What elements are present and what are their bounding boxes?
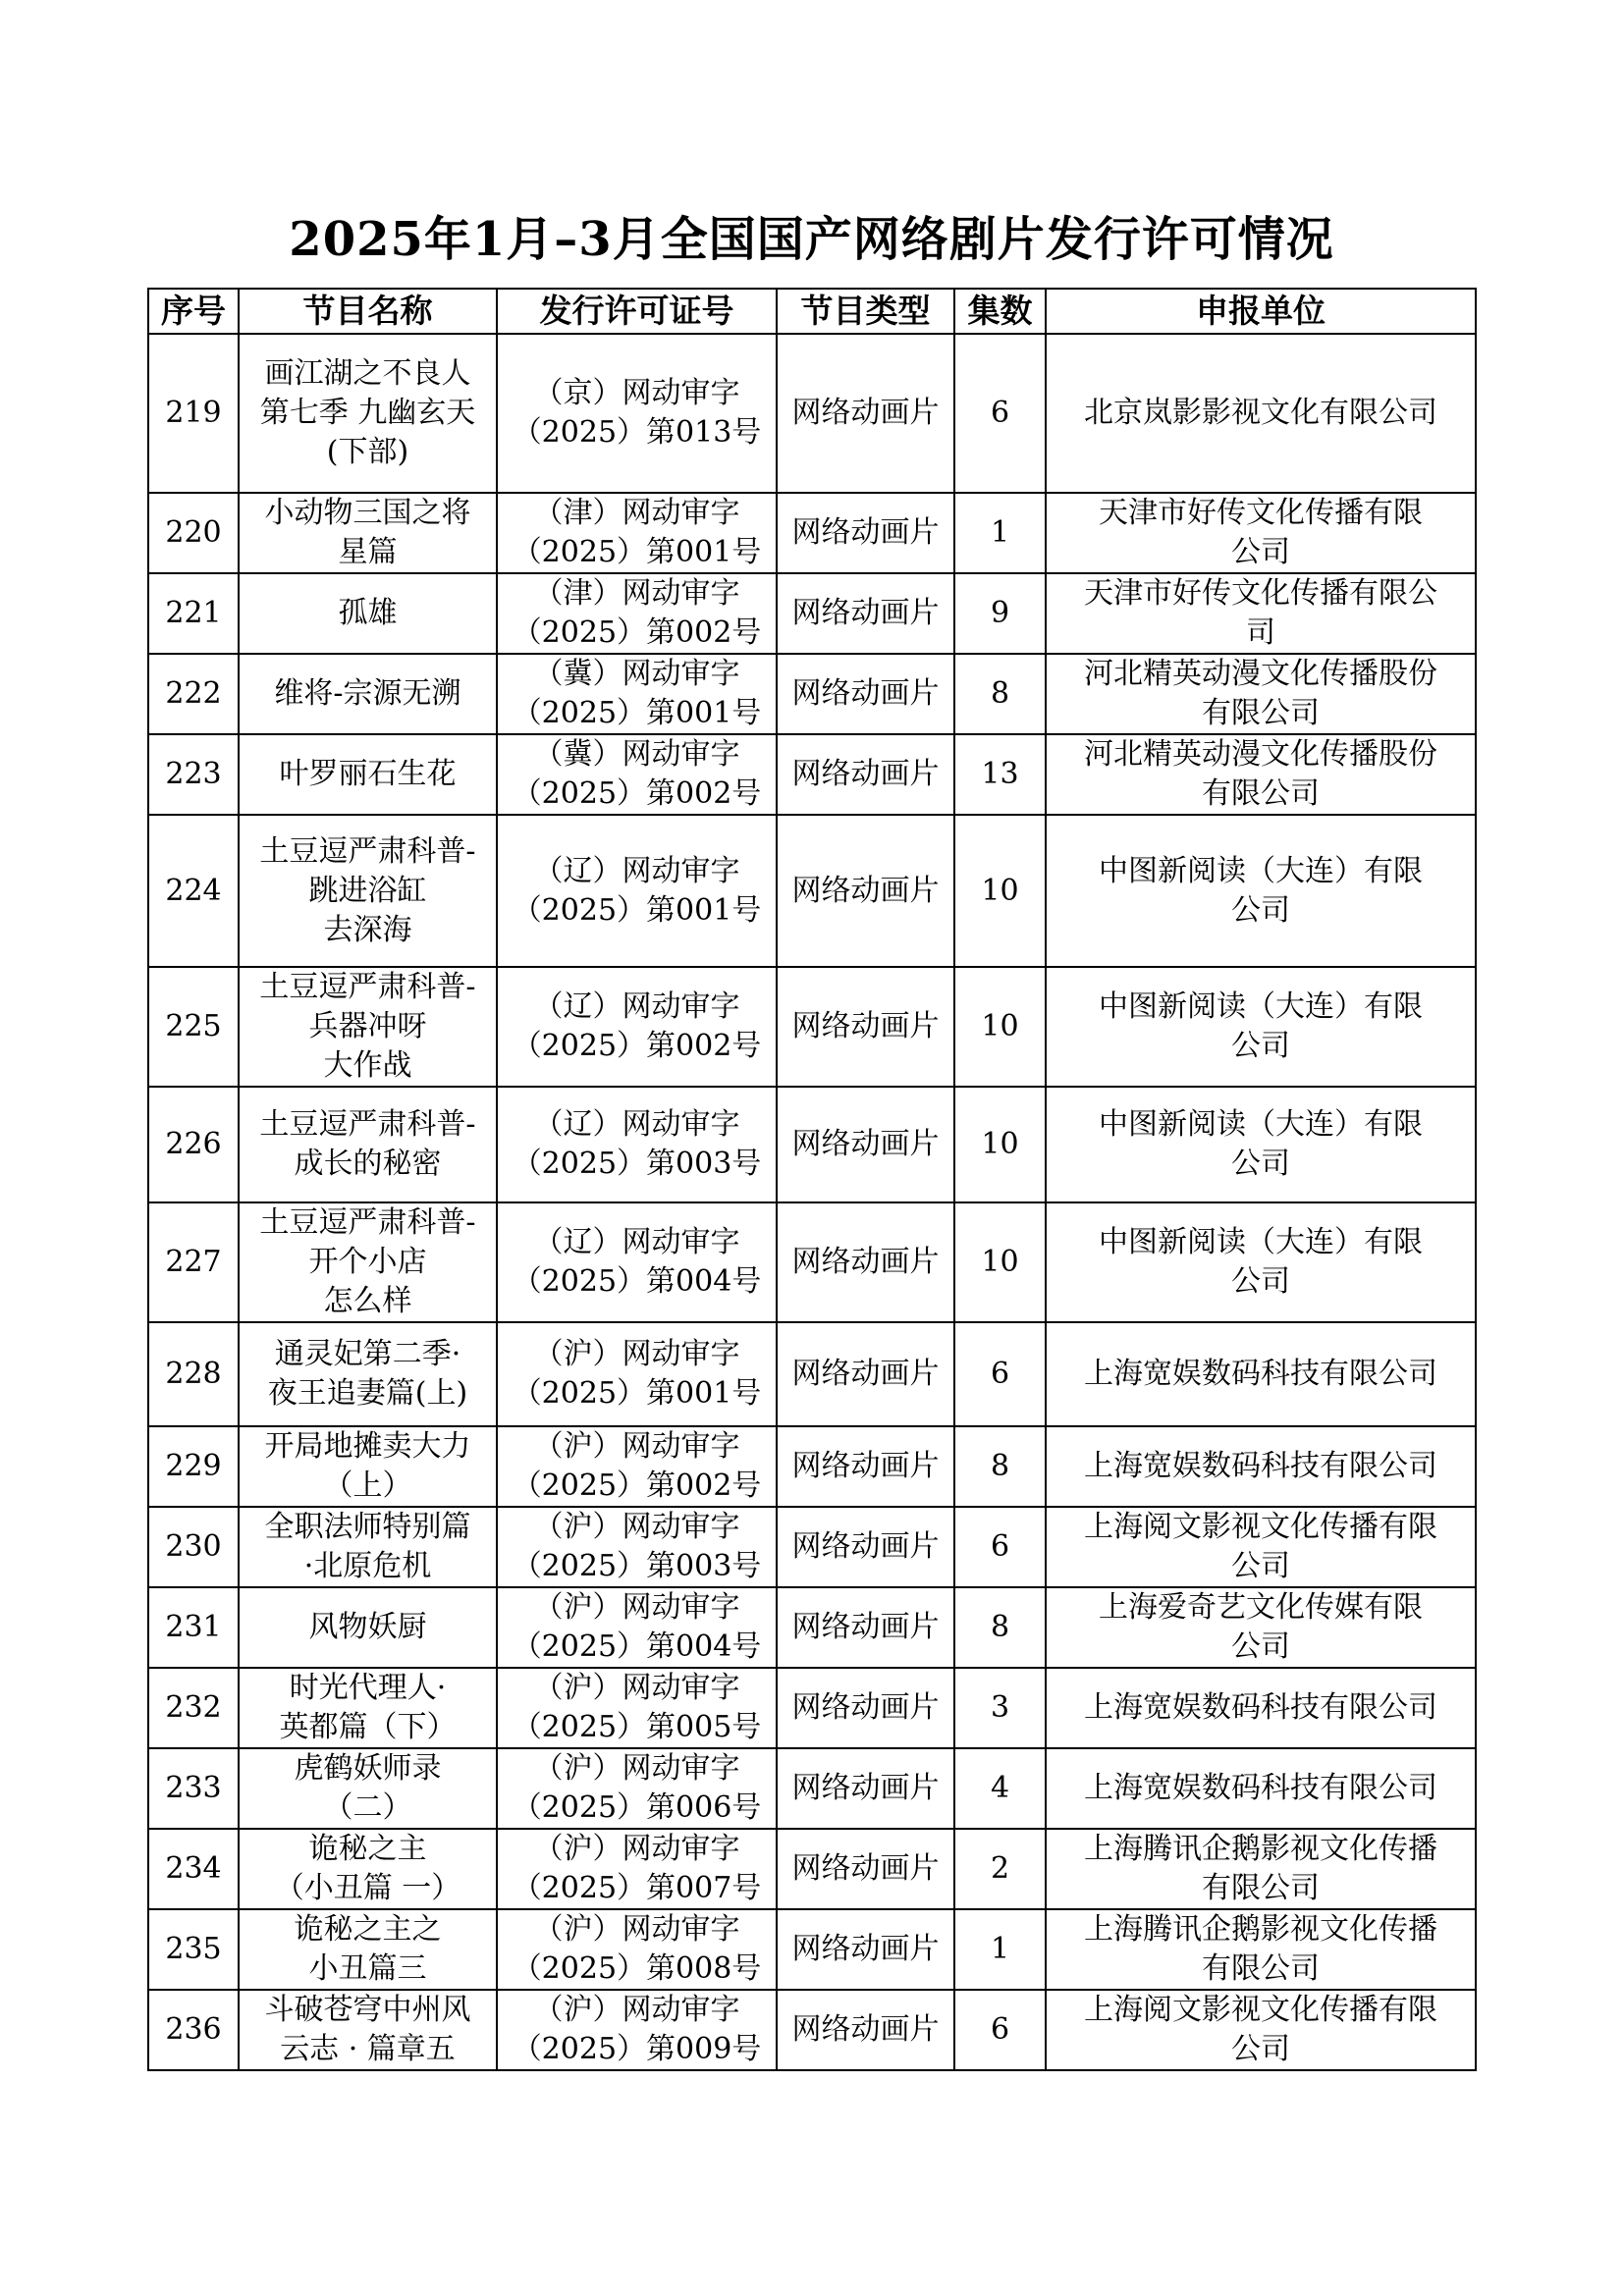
applicant-unit-line: 司 [1246,615,1275,650]
program-name-line: 诡秘之主 [308,1832,427,1866]
serial-number-cell: 227 [148,1202,239,1322]
applicant-unit-cell [1046,493,1476,573]
license-number-line: （2025）第004号 [512,1264,762,1299]
program-name-cell [239,1909,497,1990]
license-number-line: （沪）网动审字 [533,1993,740,2027]
applicant-unit-line: 公司 [1231,1629,1290,1664]
header-program-name: 节目名称 [239,289,497,334]
applicant-unit-cell [1046,1668,1476,1748]
program-name-line: 第七季 九幽玄天 [259,396,476,430]
license-number-cell [497,1990,777,2070]
program-name-cell [239,967,497,1087]
table-row [148,1990,1476,2070]
episodes-cell: 10 [954,1087,1046,1202]
license-number-cell [497,1748,777,1829]
license-number-line: （沪）网动审字 [533,1429,740,1464]
program-name-line: 星篇 [338,535,398,569]
applicant-unit-line: 北京岚影影视文化有限公司 [1084,396,1437,430]
episodes-cell: 13 [954,734,1046,815]
applicant-unit-cell [1046,1322,1476,1426]
applicant-unit-line: 公司 [1231,2032,1290,2066]
program-name-cell [239,493,497,573]
license-number-cell [497,1426,777,1507]
episodes-cell: 6 [954,1322,1046,1426]
episodes-cell: 9 [954,573,1046,654]
episodes-cell: 8 [954,1587,1046,1668]
serial-number-cell: 236 [148,1990,239,2070]
program-name-line: 土豆逗严肃科普- [259,833,476,869]
program-name-cell [239,1087,497,1202]
applicant-unit-line: 上海腾讯企鹅影视文化传播 [1084,1912,1437,1947]
license-number-cell [497,1909,777,1990]
applicant-unit-line: 上海腾讯企鹅影视文化传播 [1084,1832,1437,1866]
license-number-line: （辽）网动审字 [533,853,740,888]
license-number-line: （沪）网动审字 [533,1337,740,1371]
license-number-line: （2025）第001号 [512,696,762,730]
table-header-row [148,289,1476,334]
program-name-cell [239,334,497,493]
program-name-cell [239,1748,497,1829]
applicant-unit-line: 有限公司 [1202,1951,1320,1986]
program-name-line: 小动物三国之将 [264,496,471,530]
applicant-unit-cell [1046,967,1476,1087]
program-name-cell [239,1202,497,1322]
applicant-unit-line: 公司 [1231,1264,1290,1299]
applicant-unit-cell [1046,1990,1476,2070]
program-type-cell: 网络动画片 [777,1748,954,1829]
license-number-line: （冀）网动审字 [533,737,740,772]
table-row [148,334,1476,493]
program-name-line: 叶罗丽石生花 [279,757,457,791]
episodes-cell: 1 [954,1909,1046,1990]
applicant-unit-line: 上海宽娱数码科技有限公司 [1084,1690,1437,1725]
program-name-line: 画江湖之不良人 [264,356,471,391]
permit-table [147,288,1477,2071]
license-number-line: （2025）第002号 [512,1029,762,1063]
license-number-line: （辽）网动审字 [533,1107,740,1142]
program-name-line: 怎么样 [323,1284,412,1318]
license-number-cell [497,573,777,654]
program-name-cell [239,654,497,734]
applicant-unit-line: 河北精英动漫文化传播股份 [1084,737,1437,772]
program-name-line: 诡秘之主之 [294,1912,442,1947]
episodes-cell: 3 [954,1668,1046,1748]
license-number-line: （津）网动审字 [533,496,740,530]
license-number-cell [497,334,777,493]
episodes-cell: 6 [954,334,1046,493]
table-row [148,573,1476,654]
program-type-cell: 网络动画片 [777,493,954,573]
serial-number-cell: 231 [148,1587,239,1668]
serial-number-cell: 234 [148,1829,239,1909]
license-number-cell [497,1202,777,1322]
serial-number-cell: 228 [148,1322,239,1426]
program-name-cell [239,815,497,967]
program-name-line: 时光代理人· [289,1671,447,1705]
episodes-cell: 8 [954,1426,1046,1507]
license-number-line: （2025）第001号 [512,535,762,569]
program-type-cell: 网络动画片 [777,1990,954,2070]
table-row [148,1587,1476,1668]
program-name-line: （二） [323,1790,412,1825]
table-row [148,1829,1476,1909]
license-number-line: （2025）第002号 [512,615,762,650]
program-type-cell: 网络动画片 [777,815,954,967]
program-name-line: 维将-宗源无溯 [274,676,461,711]
table-row [148,1909,1476,1990]
license-number-cell [497,815,777,967]
applicant-unit-line: 上海爱奇艺文化传媒有限 [1099,1590,1423,1625]
license-number-line: （2025）第004号 [512,1629,762,1664]
applicant-unit-line: 公司 [1231,1029,1290,1063]
program-name-line: 开局地摊卖大力 [264,1429,471,1464]
program-name-cell [239,573,497,654]
applicant-unit-line: 中图新阅读（大连）有限 [1099,853,1423,888]
license-number-line: （沪）网动审字 [533,1590,740,1625]
license-number-line: （2025）第002号 [512,776,762,811]
applicant-unit-line: 上海宽娱数码科技有限公司 [1084,1357,1437,1391]
table-row [148,1087,1476,1202]
applicant-unit-line: 中图新阅读（大连）有限 [1099,989,1423,1024]
table-row [148,1668,1476,1748]
applicant-unit-cell [1046,1426,1476,1507]
serial-number-cell: 229 [148,1426,239,1507]
applicant-unit-cell [1046,734,1476,815]
program-name-line: 去深海 [323,912,412,947]
table-row [148,493,1476,573]
applicant-unit-line: 上海宽娱数码科技有限公司 [1084,1771,1437,1805]
license-number-line: （沪）网动审字 [533,1832,740,1866]
episodes-cell: 2 [954,1829,1046,1909]
applicant-unit-line: 河北精英动漫文化传播股份 [1084,657,1437,691]
applicant-unit-cell [1046,1748,1476,1829]
license-number-line: （沪）网动审字 [533,1912,740,1947]
license-number-line: （津）网动审字 [533,576,740,611]
program-type-cell: 网络动画片 [777,1909,954,1990]
applicant-unit-cell [1046,1587,1476,1668]
header-episodes: 集数 [954,289,1046,334]
license-number-cell [497,1322,777,1426]
program-type-cell: 网络动画片 [777,1668,954,1748]
program-name-cell [239,1990,497,2070]
serial-number-cell: 225 [148,967,239,1087]
applicant-unit-line: 中图新阅读（大连）有限 [1099,1225,1423,1259]
applicant-unit-line: 天津市好传文化传播有限 [1099,496,1423,530]
program-name-line: 土豆逗严肃科普- [259,1107,476,1142]
applicant-unit-line: 公司 [1231,1147,1290,1181]
program-name-line: ·北原危机 [303,1549,432,1583]
program-name-line: 夜王追妻篇(上) [267,1376,468,1411]
license-number-line: （2025）第006号 [512,1790,762,1825]
program-name-line: 兵器冲呀 [308,1009,427,1043]
serial-number-cell: 232 [148,1668,239,1748]
program-type-cell: 网络动画片 [777,1507,954,1587]
program-type-cell: 网络动画片 [777,1202,954,1322]
episodes-cell: 1 [954,493,1046,573]
table-row [148,734,1476,815]
license-number-line: （沪）网动审字 [533,1671,740,1705]
license-number-line: （2025）第001号 [512,892,762,928]
license-number-line: （沪）网动审字 [533,1510,740,1544]
episodes-cell: 10 [954,1202,1046,1322]
header-applicant-unit: 申报单位 [1046,289,1476,334]
license-number-line: （2025）第013号 [512,415,762,450]
applicant-unit-line: 公司 [1231,1549,1290,1583]
program-name-cell [239,1426,497,1507]
document-title: 2025年1月–3月全国国产网络剧片发行许可情况 [289,212,1334,267]
serial-number-cell: 221 [148,573,239,654]
program-name-line: 跳进浴缸 [308,873,427,908]
applicant-unit-cell [1046,654,1476,734]
applicant-unit-cell [1046,1202,1476,1322]
program-type-cell: 网络动画片 [777,654,954,734]
license-number-cell [497,1087,777,1202]
program-type-cell: 网络动画片 [777,334,954,493]
license-number-line: （2025）第007号 [512,1871,762,1905]
serial-number-cell: 223 [148,734,239,815]
license-number-line: （京）网动审字 [533,376,740,410]
applicant-unit-cell [1046,815,1476,967]
license-number-cell [497,654,777,734]
program-type-cell: 网络动画片 [777,734,954,815]
license-number-line: （2025）第003号 [512,1549,762,1583]
license-number-cell [497,493,777,573]
serial-number-cell: 233 [148,1748,239,1829]
table-row [148,967,1476,1087]
license-number-line: （2025）第003号 [512,1147,762,1181]
applicant-unit-cell [1046,1507,1476,1587]
program-name-cell [239,1668,497,1748]
header-serial-number: 序号 [148,289,239,334]
license-number-line: （2025）第005号 [512,1710,762,1744]
license-number-line: （辽）网动审字 [533,989,740,1024]
license-number-line: （冀）网动审字 [533,657,740,691]
license-number-line: （沪）网动审字 [533,1751,740,1786]
license-number-line: （2025）第001号 [512,1376,762,1411]
applicant-unit-line: 中图新阅读（大连）有限 [1099,1107,1423,1142]
serial-number-cell: 224 [148,815,239,967]
license-number-line: （辽）网动审字 [533,1225,740,1259]
header-program-type: 节目类型 [777,289,954,334]
program-name-cell [239,1507,497,1587]
applicant-unit-cell [1046,1909,1476,1990]
applicant-unit-line: 有限公司 [1202,776,1320,811]
table-body [148,334,1476,2070]
license-number-cell [497,1587,777,1668]
license-number-cell [497,734,777,815]
serial-number-cell: 219 [148,334,239,493]
license-number-cell [497,1829,777,1909]
program-type-cell: 网络动画片 [777,573,954,654]
table-row [148,1507,1476,1587]
serial-number-cell: 222 [148,654,239,734]
license-number-line: （2025）第008号 [512,1951,762,1986]
episodes-cell: 4 [954,1748,1046,1829]
license-number-line: （2025）第002号 [512,1468,762,1503]
applicant-unit-line: 天津市好传文化传播有限公 [1084,576,1437,611]
program-name-line: 土豆逗严肃科普- [259,970,476,1004]
applicant-unit-cell [1046,1829,1476,1909]
program-name-line: 孤雄 [338,596,398,630]
program-name-line: 开个小店 [308,1245,427,1279]
applicant-unit-cell [1046,1087,1476,1202]
table-row [148,654,1476,734]
license-number-line: （2025）第009号 [512,2032,762,2066]
program-name-line: 斗破苍穹中州风 [264,1993,471,2027]
program-name-line: 成长的秘密 [294,1147,442,1181]
program-name-line: 英都篇（下） [279,1710,457,1744]
program-name-line: 虎鹤妖师录 [294,1751,442,1786]
episodes-cell: 6 [954,1507,1046,1587]
applicant-unit-cell [1046,334,1476,493]
program-name-line: (下部) [326,435,409,469]
table-row [148,1748,1476,1829]
program-type-cell: 网络动画片 [777,1426,954,1507]
table-row [148,815,1476,967]
table-row [148,1322,1476,1426]
program-name-line: 通灵妃第二季· [274,1337,461,1371]
applicant-unit-line: 有限公司 [1202,696,1320,730]
table-row [148,1426,1476,1507]
episodes-cell: 10 [954,967,1046,1087]
serial-number-cell: 235 [148,1909,239,1990]
applicant-unit-line: 上海阅文影视文化传播有限 [1084,1993,1437,2027]
program-name-cell [239,734,497,815]
program-name-line: 风物妖厨 [308,1610,427,1644]
serial-number-cell: 230 [148,1507,239,1587]
program-type-cell: 网络动画片 [777,1587,954,1668]
episodes-cell: 6 [954,1990,1046,2070]
episodes-cell: 8 [954,654,1046,734]
license-number-cell [497,1668,777,1748]
license-number-cell [497,1507,777,1587]
applicant-unit-line: 上海宽娱数码科技有限公司 [1084,1449,1437,1483]
program-type-cell: 网络动画片 [777,1322,954,1426]
header-license-number: 发行许可证号 [497,289,777,334]
program-name-cell [239,1322,497,1426]
applicant-unit-line: 公司 [1231,535,1290,569]
applicant-unit-line: 上海阅文影视文化传播有限 [1084,1510,1437,1544]
program-name-line: 土豆逗严肃科普- [259,1205,476,1240]
applicant-unit-line: 公司 [1231,892,1290,928]
applicant-unit-line: 有限公司 [1202,1871,1320,1905]
applicant-unit-cell [1046,573,1476,654]
serial-number-cell: 220 [148,493,239,573]
program-type-cell: 网络动画片 [777,1087,954,1202]
serial-number-cell: 226 [148,1087,239,1202]
program-name-line: 小丑篇三 [308,1951,427,1986]
table-row [148,1202,1476,1322]
program-name-cell [239,1587,497,1668]
license-number-cell [497,967,777,1087]
episodes-cell: 10 [954,815,1046,967]
program-name-line: 大作战 [323,1048,412,1083]
program-name-cell [239,1829,497,1909]
program-name-line: 全职法师特别篇 [264,1510,471,1544]
program-name-line: （小丑篇 一） [274,1871,461,1905]
program-name-line: 云志 · 篇章五 [280,2032,456,2066]
program-name-line: （上） [323,1468,412,1503]
program-type-cell: 网络动画片 [777,1829,954,1909]
program-type-cell: 网络动画片 [777,967,954,1087]
